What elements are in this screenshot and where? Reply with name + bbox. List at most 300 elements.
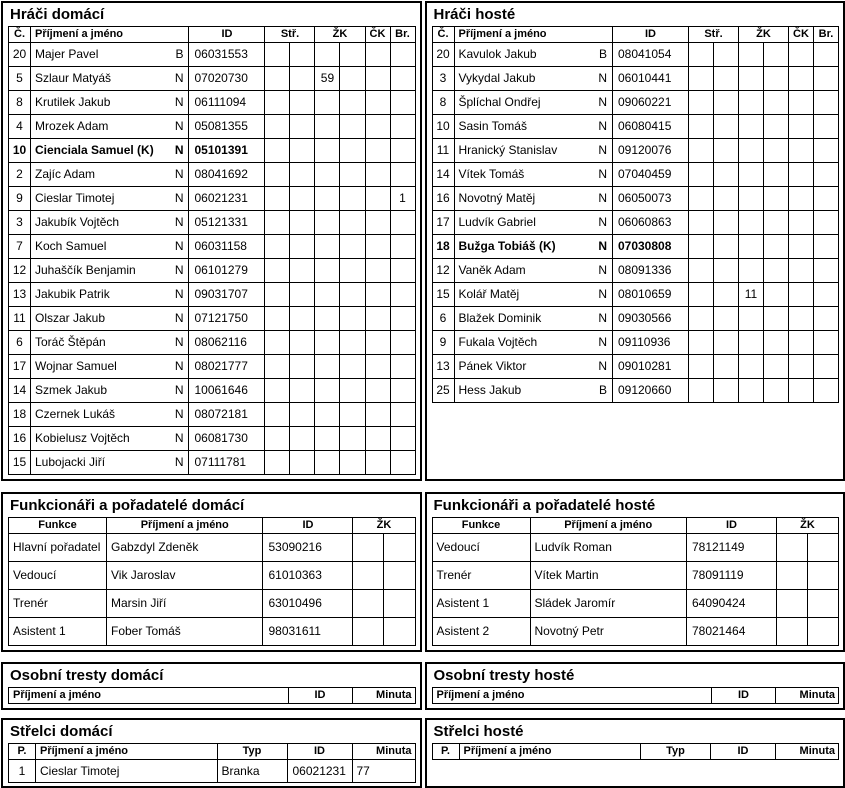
player-goals-cell-1 xyxy=(265,403,290,427)
player-goal-count-cell xyxy=(814,187,839,211)
player-red-card-cell xyxy=(789,379,814,403)
official-function: Trenér xyxy=(9,590,107,618)
player-position-letter: N xyxy=(588,355,612,379)
player-yellow-card-cell-1 xyxy=(738,91,763,115)
home-officials-title: Funkcionáři a pořadatelé domácí xyxy=(6,495,417,517)
player-id: 06080415 xyxy=(612,115,688,139)
scorer-type: Branka xyxy=(217,760,287,783)
player-position-letter: N xyxy=(165,307,189,331)
player-red-card-cell xyxy=(365,379,390,403)
player-position-letter: N xyxy=(588,163,612,187)
player-position-letter: N xyxy=(588,283,612,307)
player-goals-cell-2 xyxy=(713,67,738,91)
official-row xyxy=(9,562,416,590)
away-players-title: Hráči hosté xyxy=(430,4,841,26)
col-header-id: ID xyxy=(686,518,776,534)
player-goal-count-cell xyxy=(390,67,415,91)
official-function: Asistent 1 xyxy=(9,618,107,646)
official-row xyxy=(9,618,416,646)
player-name: Mrozek Adam xyxy=(31,115,165,139)
player-id: 07030808 xyxy=(612,235,688,259)
player-yellow-card-cell-2 xyxy=(763,163,788,187)
player-red-card-cell xyxy=(365,259,390,283)
player-goal-count-cell xyxy=(390,43,415,67)
player-number: 16 xyxy=(432,187,454,211)
official-name: Fober Tomáš xyxy=(107,618,263,646)
player-yellow-card-cell-2 xyxy=(340,307,365,331)
player-red-card-cell xyxy=(365,211,390,235)
player-row xyxy=(9,163,416,187)
player-yellow-card-cell-1 xyxy=(315,355,340,379)
player-goals-cell-2 xyxy=(290,307,315,331)
player-goals-cell-1 xyxy=(688,235,713,259)
player-goal-count-cell xyxy=(390,139,415,163)
player-row xyxy=(9,259,416,283)
player-row xyxy=(432,235,839,259)
player-row xyxy=(9,139,416,163)
player-number: 12 xyxy=(432,259,454,283)
player-goals-cell-1 xyxy=(265,43,290,67)
player-yellow-card-cell-1 xyxy=(738,43,763,67)
official-name: Gabzdyl Zdeněk xyxy=(107,534,263,562)
away-players-header-row xyxy=(432,27,839,43)
player-id: 08062116 xyxy=(189,331,265,355)
player-yellow-card-cell-2 xyxy=(763,283,788,307)
player-red-card-cell xyxy=(365,403,390,427)
scorer-name: Cieslar Timotej xyxy=(36,760,218,783)
official-row xyxy=(432,534,839,562)
player-position-letter: N xyxy=(165,163,189,187)
player-row xyxy=(432,139,839,163)
player-red-card-cell xyxy=(365,139,390,163)
player-number: 14 xyxy=(9,379,31,403)
official-id: 61010363 xyxy=(263,562,353,590)
official-function: Trenér xyxy=(432,562,530,590)
player-yellow-card-cell-2 xyxy=(340,211,365,235)
player-name: Czernek Lukáš xyxy=(31,403,165,427)
col-header-minute: Minuta xyxy=(352,688,415,704)
player-yellow-card-cell-1 xyxy=(315,331,340,355)
player-goals-cell-2 xyxy=(290,283,315,307)
player-row xyxy=(9,115,416,139)
player-row xyxy=(9,403,416,427)
player-goals-cell-1 xyxy=(688,163,713,187)
player-goal-count-cell xyxy=(390,307,415,331)
player-id: 05121331 xyxy=(189,211,265,235)
home-scorers-table xyxy=(8,743,416,783)
official-id: 78091119 xyxy=(686,562,776,590)
player-yellow-card-cell-2 xyxy=(340,259,365,283)
player-goals-cell-1 xyxy=(265,259,290,283)
col-header-yellow-card: ŽK xyxy=(353,518,415,534)
col-header-minute: Minuta xyxy=(776,744,839,760)
player-id: 08091336 xyxy=(612,259,688,283)
player-goals-cell-2 xyxy=(713,163,738,187)
player-name: Szmek Jakub xyxy=(31,379,165,403)
player-red-card-cell xyxy=(789,43,814,67)
player-position-letter: B xyxy=(588,43,612,67)
player-yellow-card-cell-2 xyxy=(763,379,788,403)
official-yellow-card-cell-1 xyxy=(776,618,807,646)
player-id: 07111781 xyxy=(189,451,265,475)
player-position-letter: N xyxy=(588,307,612,331)
player-goals-cell-1 xyxy=(688,139,713,163)
col-header-id: ID xyxy=(287,744,352,760)
player-goal-count-cell xyxy=(390,355,415,379)
player-red-card-cell xyxy=(789,331,814,355)
player-number: 25 xyxy=(432,379,454,403)
scorer-row xyxy=(9,760,416,783)
player-goal-count-cell xyxy=(814,163,839,187)
player-position-letter: N xyxy=(165,379,189,403)
player-yellow-card-cell-2 xyxy=(340,67,365,91)
player-red-card-cell xyxy=(789,283,814,307)
player-row xyxy=(9,283,416,307)
player-yellow-card-cell-2 xyxy=(763,115,788,139)
player-goals-cell-2 xyxy=(290,91,315,115)
home-penalties-table xyxy=(8,687,416,704)
player-yellow-card-cell-2 xyxy=(763,355,788,379)
col-header-name: Příjmení a jméno xyxy=(459,744,641,760)
player-goal-count-cell xyxy=(390,259,415,283)
player-yellow-card-cell-2 xyxy=(340,187,365,211)
official-yellow-card-cell-2 xyxy=(807,590,838,618)
col-header-name: Příjmení a jméno xyxy=(454,27,612,43)
player-yellow-card-cell-2 xyxy=(340,139,365,163)
player-number: 10 xyxy=(432,115,454,139)
home-scorers-header-row xyxy=(9,744,416,760)
player-red-card-cell xyxy=(365,115,390,139)
player-name: Hess Jakub xyxy=(454,379,588,403)
player-red-card-cell xyxy=(365,355,390,379)
player-yellow-card-cell-1 xyxy=(738,355,763,379)
player-goals-cell-2 xyxy=(290,259,315,283)
player-goal-count-cell xyxy=(814,283,839,307)
player-yellow-card-cell-2 xyxy=(340,235,365,259)
player-goals-cell-1 xyxy=(265,115,290,139)
player-id: 08041054 xyxy=(612,43,688,67)
scorer-order: 1 xyxy=(9,760,36,783)
player-row xyxy=(9,355,416,379)
player-row xyxy=(432,259,839,283)
col-header-name: Příjmení a jméno xyxy=(9,688,289,704)
player-goals-cell-2 xyxy=(713,187,738,211)
official-row xyxy=(9,590,416,618)
player-id: 08021777 xyxy=(189,355,265,379)
col-header-name: Příjmení a jméno xyxy=(36,744,218,760)
player-row xyxy=(432,307,839,331)
player-position-letter: N xyxy=(588,259,612,283)
player-row xyxy=(9,91,416,115)
player-yellow-card-cell-2 xyxy=(763,259,788,283)
player-goals-cell-2 xyxy=(290,43,315,67)
player-red-card-cell xyxy=(789,235,814,259)
player-red-card-cell xyxy=(365,283,390,307)
player-name: Cieslar Timotej xyxy=(31,187,165,211)
player-red-card-cell xyxy=(365,307,390,331)
player-goals-cell-1 xyxy=(688,307,713,331)
home-penalties-header-row xyxy=(9,688,416,704)
player-position-letter: N xyxy=(165,451,189,475)
player-row xyxy=(9,331,416,355)
away-penalties-title: Osobní tresty hosté xyxy=(430,665,841,687)
player-goal-count-cell xyxy=(390,379,415,403)
player-red-card-cell xyxy=(789,139,814,163)
player-yellow-card-cell-2 xyxy=(340,331,365,355)
player-id: 06010441 xyxy=(612,67,688,91)
player-name: Pánek Viktor xyxy=(454,355,588,379)
player-goals-cell-1 xyxy=(265,139,290,163)
away-officials-table xyxy=(432,517,840,646)
player-goal-count-cell xyxy=(390,91,415,115)
official-function: Asistent 2 xyxy=(432,618,530,646)
player-number: 20 xyxy=(9,43,31,67)
player-id: 08010659 xyxy=(612,283,688,307)
official-function: Vedoucí xyxy=(432,534,530,562)
player-name: Fukala Vojtěch xyxy=(454,331,588,355)
official-id: 78121149 xyxy=(686,534,776,562)
player-id: 09031707 xyxy=(189,283,265,307)
col-header-goal-count: Br. xyxy=(814,27,839,43)
official-name: Marsin Jiří xyxy=(107,590,263,618)
player-number: 18 xyxy=(432,235,454,259)
player-id: 08041692 xyxy=(189,163,265,187)
player-goals-cell-1 xyxy=(688,91,713,115)
home-scorers-title: Střelci domácí xyxy=(6,721,417,743)
player-row xyxy=(432,355,839,379)
player-yellow-card-cell-1 xyxy=(315,139,340,163)
player-row xyxy=(9,427,416,451)
player-goals-cell-1 xyxy=(265,283,290,307)
player-yellow-card-cell-1 xyxy=(315,379,340,403)
official-function: Vedoucí xyxy=(9,562,107,590)
player-yellow-card-cell-1 xyxy=(315,283,340,307)
player-yellow-card-cell-1 xyxy=(738,115,763,139)
player-position-letter: N xyxy=(588,67,612,91)
player-goals-cell-2 xyxy=(290,427,315,451)
player-goals-cell-1 xyxy=(688,259,713,283)
player-goals-cell-1 xyxy=(265,427,290,451)
player-yellow-card-cell-1 xyxy=(315,403,340,427)
col-header-order: P. xyxy=(432,744,459,760)
player-yellow-card-cell-1 xyxy=(315,451,340,475)
player-position-letter: N xyxy=(588,235,612,259)
player-yellow-card-cell-2 xyxy=(340,379,365,403)
player-yellow-card-cell-2 xyxy=(340,355,365,379)
panel-away-officials xyxy=(425,492,845,652)
player-red-card-cell xyxy=(789,163,814,187)
player-goal-count-cell xyxy=(814,91,839,115)
panel-home-officials xyxy=(1,492,422,652)
player-number: 9 xyxy=(9,187,31,211)
player-id: 09010281 xyxy=(612,355,688,379)
official-row xyxy=(432,618,839,646)
player-goal-count-cell xyxy=(390,283,415,307)
col-header-id: ID xyxy=(612,27,688,43)
official-yellow-card-cell-2 xyxy=(384,534,415,562)
player-red-card-cell xyxy=(789,91,814,115)
official-row xyxy=(432,562,839,590)
player-row xyxy=(432,211,839,235)
officials-section xyxy=(1,492,845,652)
player-goal-count-cell xyxy=(390,427,415,451)
player-yellow-card-cell-1: 59 xyxy=(315,67,340,91)
player-number: 12 xyxy=(9,259,31,283)
player-id: 05081355 xyxy=(189,115,265,139)
player-yellow-card-cell-2 xyxy=(340,91,365,115)
away-scorers-title: Střelci hosté xyxy=(430,721,841,743)
player-number: 3 xyxy=(432,67,454,91)
away-players-table xyxy=(432,26,840,403)
player-id: 09030566 xyxy=(612,307,688,331)
player-yellow-card-cell-2 xyxy=(763,43,788,67)
player-red-card-cell xyxy=(365,67,390,91)
player-name: Sasin Tomáš xyxy=(454,115,588,139)
player-yellow-card-cell-1: 11 xyxy=(738,283,763,307)
col-header-goals: Stř. xyxy=(688,27,738,43)
player-red-card-cell xyxy=(365,187,390,211)
home-players-table xyxy=(8,26,416,475)
player-position-letter: N xyxy=(165,91,189,115)
player-goal-count-cell xyxy=(814,355,839,379)
player-goals-cell-2 xyxy=(713,235,738,259)
player-position-letter: N xyxy=(165,67,189,91)
official-row xyxy=(9,534,416,562)
away-penalties-header-row xyxy=(432,688,839,704)
panel-home-players xyxy=(1,1,422,481)
player-yellow-card-cell-1 xyxy=(315,427,340,451)
player-id: 06101279 xyxy=(189,259,265,283)
player-position-letter: N xyxy=(588,115,612,139)
player-goals-cell-1 xyxy=(688,211,713,235)
player-name: Novotný Matěj xyxy=(454,187,588,211)
player-red-card-cell xyxy=(789,115,814,139)
player-number: 2 xyxy=(9,163,31,187)
official-id: 98031611 xyxy=(263,618,353,646)
col-header-order: P. xyxy=(9,744,36,760)
player-name: Lubojacki Jiří xyxy=(31,451,165,475)
player-row xyxy=(9,187,416,211)
player-number: 3 xyxy=(9,211,31,235)
player-goals-cell-2 xyxy=(290,163,315,187)
player-position-letter: N xyxy=(165,235,189,259)
player-name: Toráč Štěpán xyxy=(31,331,165,355)
official-name: Sládek Jaromír xyxy=(530,590,686,618)
player-row xyxy=(432,163,839,187)
col-header-type: Typ xyxy=(217,744,287,760)
col-header-function: Funkce xyxy=(9,518,107,534)
player-goals-cell-1 xyxy=(265,331,290,355)
player-position-letter: N xyxy=(165,283,189,307)
player-id: 06021231 xyxy=(189,187,265,211)
player-goals-cell-1 xyxy=(265,187,290,211)
player-number: 6 xyxy=(432,307,454,331)
player-red-card-cell xyxy=(365,163,390,187)
player-goals-cell-2 xyxy=(713,91,738,115)
player-goals-cell-1 xyxy=(265,235,290,259)
player-goals-cell-1 xyxy=(688,115,713,139)
col-header-minute: Minuta xyxy=(352,744,415,760)
player-position-letter: N xyxy=(165,259,189,283)
player-red-card-cell xyxy=(789,259,814,283)
player-id: 08072181 xyxy=(189,403,265,427)
player-position-letter: B xyxy=(588,379,612,403)
official-name: Ludvík Roman xyxy=(530,534,686,562)
official-yellow-card-cell-1 xyxy=(776,562,807,590)
player-number: 15 xyxy=(9,451,31,475)
away-scorers-table xyxy=(432,743,840,760)
player-yellow-card-cell-2 xyxy=(340,403,365,427)
player-number: 16 xyxy=(9,427,31,451)
col-header-id: ID xyxy=(189,27,265,43)
player-number: 9 xyxy=(432,331,454,355)
player-goals-cell-2 xyxy=(713,307,738,331)
player-number: 13 xyxy=(9,283,31,307)
official-yellow-card-cell-2 xyxy=(384,590,415,618)
player-row xyxy=(9,235,416,259)
player-row xyxy=(432,43,839,67)
player-name: Ludvík Gabriel xyxy=(454,211,588,235)
player-position-letter: N xyxy=(165,331,189,355)
player-number: 18 xyxy=(9,403,31,427)
player-row xyxy=(9,67,416,91)
official-yellow-card-cell-2 xyxy=(384,618,415,646)
col-header-name: Příjmení a jméno xyxy=(31,27,189,43)
player-position-letter: N xyxy=(165,427,189,451)
player-yellow-card-cell-2 xyxy=(763,235,788,259)
player-position-letter: B xyxy=(165,43,189,67)
player-goal-count-cell xyxy=(814,235,839,259)
player-yellow-card-cell-2 xyxy=(340,427,365,451)
col-header-red-card: ČK xyxy=(365,27,390,43)
player-row xyxy=(432,331,839,355)
player-name: Vykydal Jakub xyxy=(454,67,588,91)
official-yellow-card-cell-2 xyxy=(807,534,838,562)
penalties-section xyxy=(1,662,845,710)
player-id: 09060221 xyxy=(612,91,688,115)
player-red-card-cell xyxy=(365,427,390,451)
player-row xyxy=(9,307,416,331)
player-goals-cell-1 xyxy=(688,283,713,307)
player-yellow-card-cell-1 xyxy=(738,379,763,403)
player-number: 17 xyxy=(9,355,31,379)
player-yellow-card-cell-2 xyxy=(763,139,788,163)
player-number: 6 xyxy=(9,331,31,355)
official-yellow-card-cell-1 xyxy=(353,618,384,646)
player-number: 17 xyxy=(432,211,454,235)
official-row xyxy=(432,590,839,618)
player-goals-cell-1 xyxy=(265,451,290,475)
player-name: Kolář Matěj xyxy=(454,283,588,307)
player-goal-count-cell xyxy=(390,331,415,355)
official-yellow-card-cell-2 xyxy=(384,562,415,590)
player-yellow-card-cell-1 xyxy=(315,235,340,259)
col-header-minute: Minuta xyxy=(776,688,839,704)
player-name: Kobielusz Vojtěch xyxy=(31,427,165,451)
player-yellow-card-cell-1 xyxy=(315,307,340,331)
player-name: Zajíc Adam xyxy=(31,163,165,187)
player-goals-cell-1 xyxy=(265,67,290,91)
col-header-id: ID xyxy=(263,518,353,534)
player-goals-cell-2 xyxy=(713,283,738,307)
player-yellow-card-cell-2 xyxy=(340,283,365,307)
player-name: Jakubík Vojtěch xyxy=(31,211,165,235)
scorer-id: 06021231 xyxy=(287,760,352,783)
player-id: 06050073 xyxy=(612,187,688,211)
player-number: 8 xyxy=(432,91,454,115)
player-yellow-card-cell-2 xyxy=(340,451,365,475)
player-yellow-card-cell-2 xyxy=(763,331,788,355)
